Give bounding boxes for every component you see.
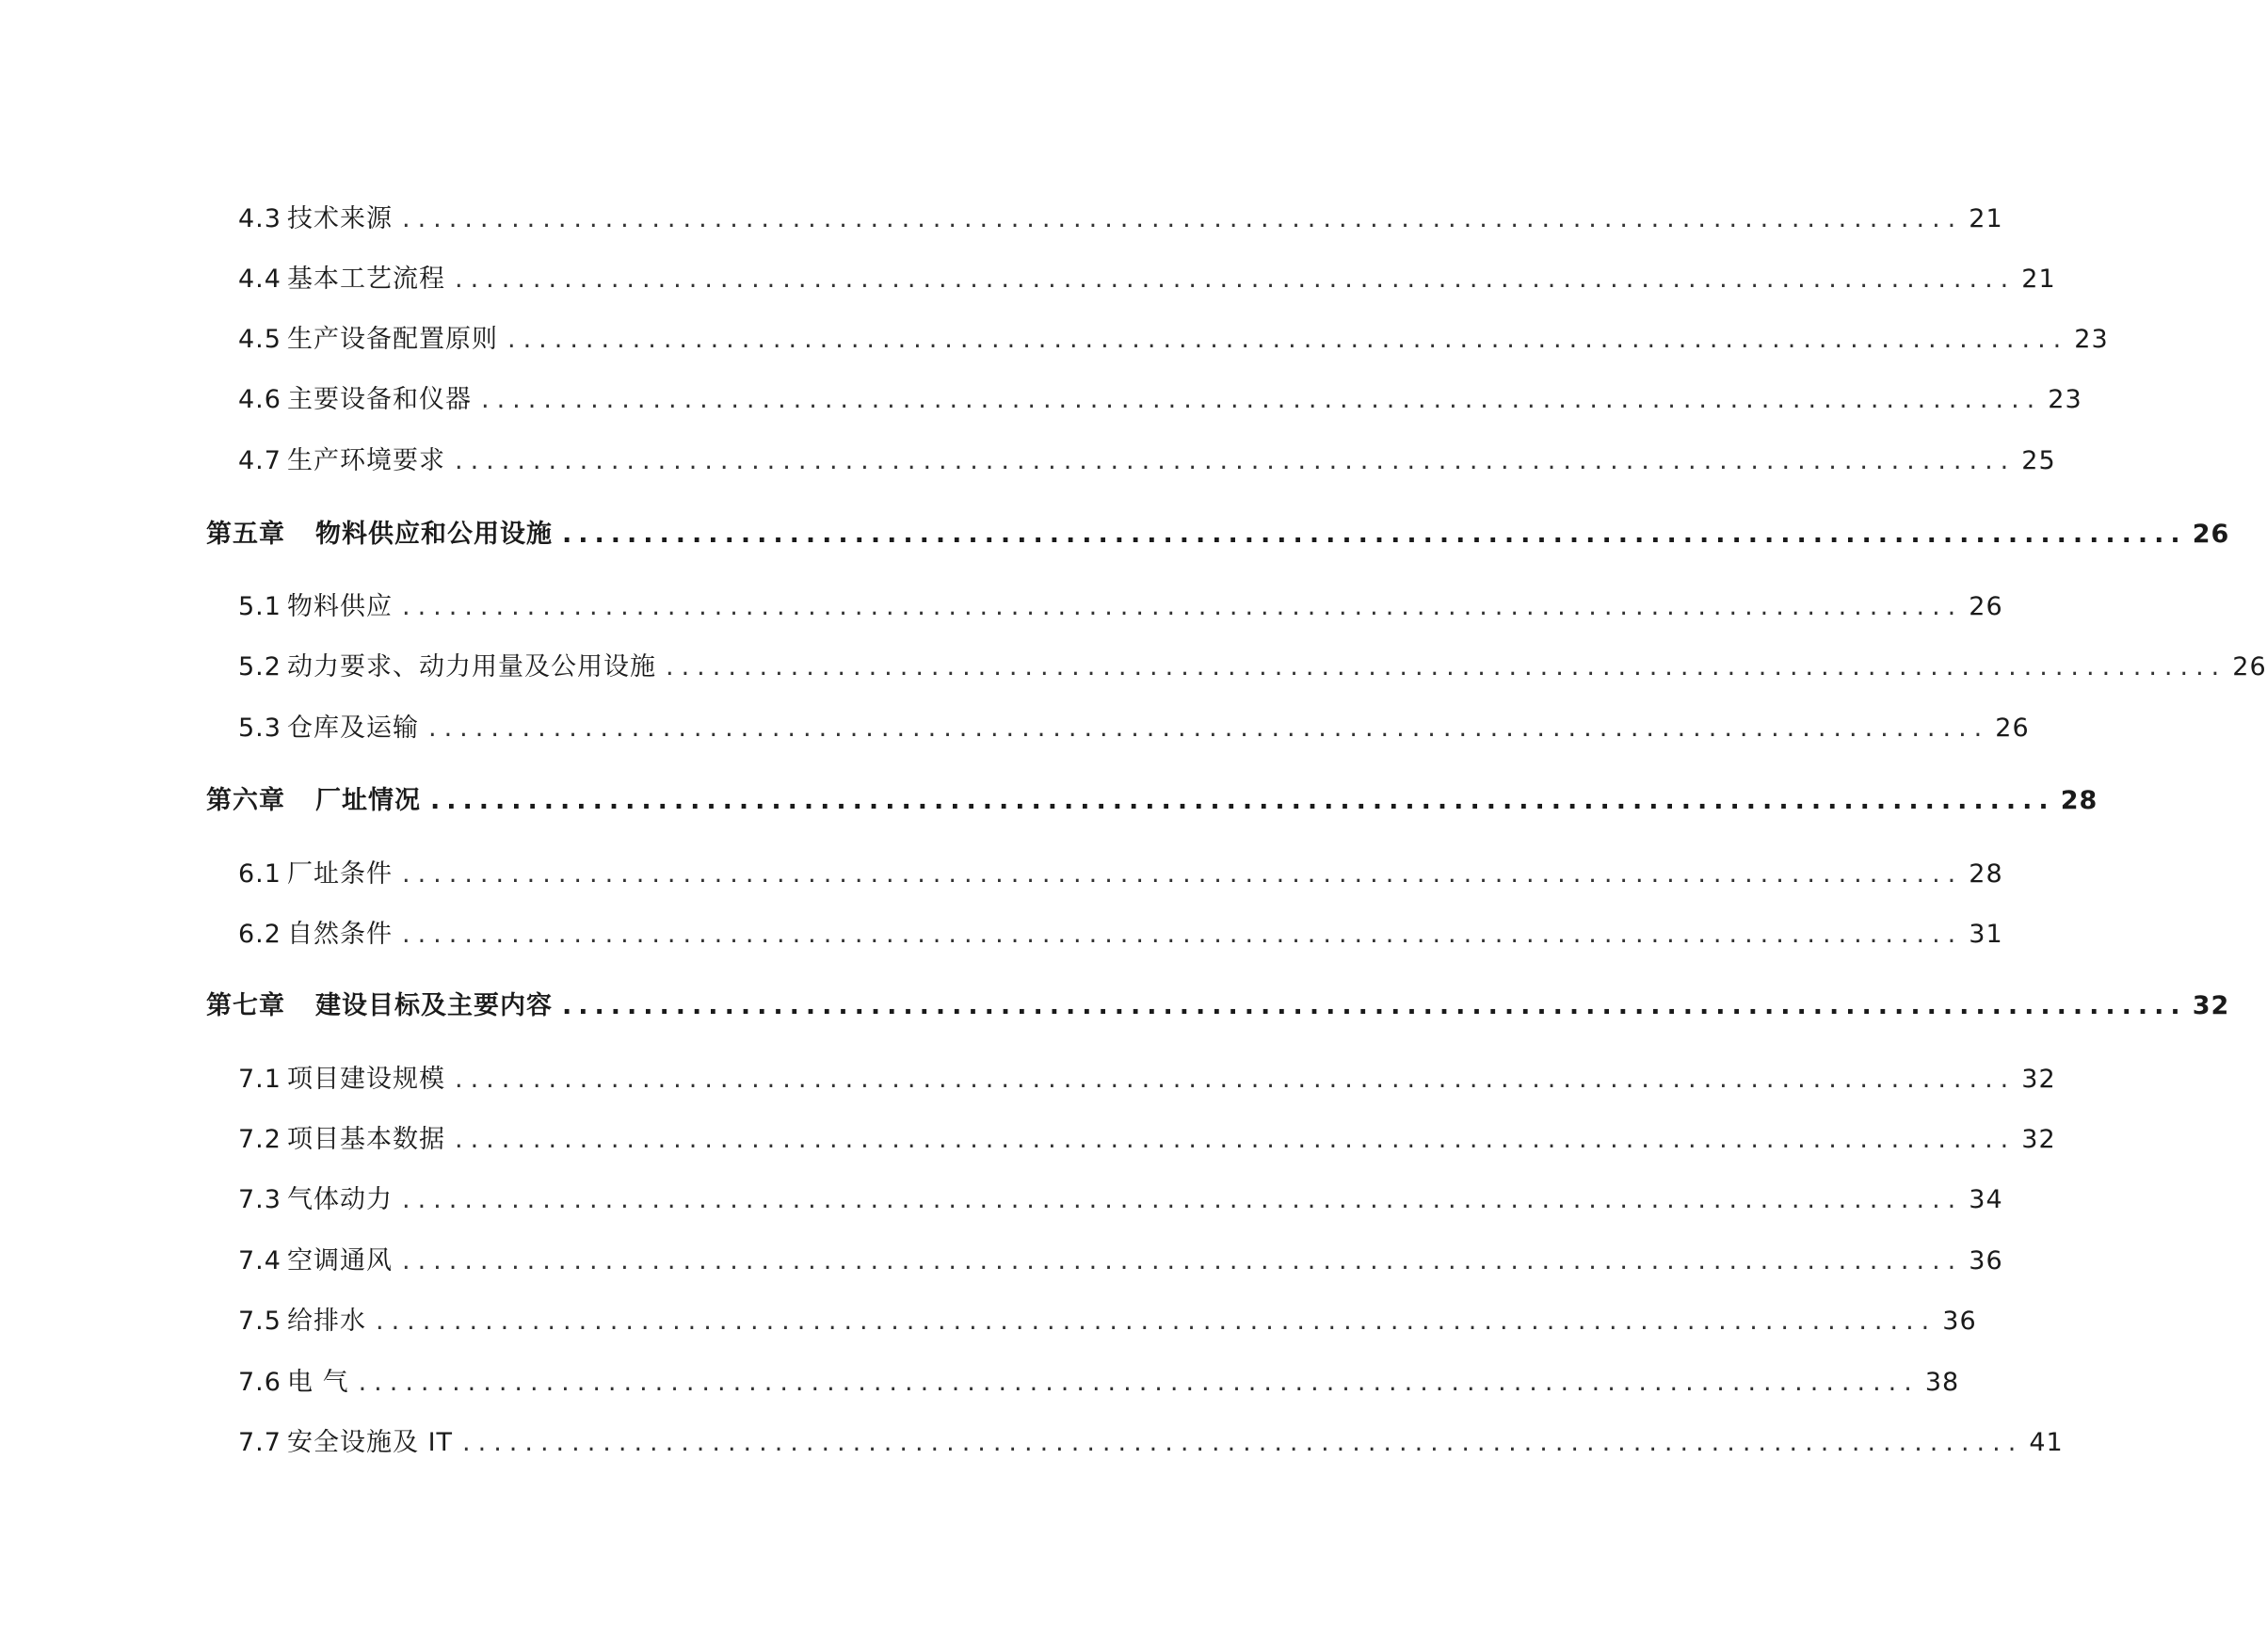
toc-entry-title: 基本工艺流程: [287, 265, 445, 294]
toc-entry-page: 28: [1969, 859, 2003, 889]
toc-entry-number: 5.3: [238, 714, 281, 743]
toc-entry-4-7[interactable]: [238, 440, 2056, 476]
toc-entry-number: 7.6: [238, 1368, 281, 1397]
toc-chapter-6[interactable]: [206, 779, 2098, 816]
dot-leader: ....................................................................................................: [402, 920, 1964, 949]
dot-leader: ....................................................................................................: [358, 1368, 1920, 1397]
toc-entry-page: 25: [2021, 446, 2056, 475]
dot-leader: ....................................................................................................: [462, 1428, 2024, 1457]
toc-entry-page: 26: [1969, 592, 2003, 621]
toc-entry-7-4[interactable]: [238, 1240, 2003, 1276]
toc-entry-number: 4.4: [238, 265, 281, 294]
toc-chapter-title: 建设目标及主要内容: [315, 991, 553, 1020]
dot-leader: ....................................................................................................: [376, 1307, 1937, 1336]
toc-chapter-number: 第七章: [206, 991, 285, 1020]
toc-entry-page: 31: [1969, 920, 2003, 949]
toc-entry-page: 26: [1995, 714, 2030, 743]
dot-leader: ....................................................................................................: [481, 385, 2043, 414]
toc-entry-7-7[interactable]: [238, 1421, 2064, 1458]
toc-entry-number: 7.3: [238, 1185, 281, 1214]
toc-entry-title: 生产环境要求: [287, 446, 445, 475]
toc-entry-page: 38: [1924, 1368, 1960, 1397]
toc-chapter-title: 厂址情况: [315, 786, 421, 815]
toc-entry-title: 主要设备和仪器: [287, 385, 472, 414]
toc-chapter-page: 26: [2192, 520, 2230, 549]
toc-entry-number: 4.5: [238, 325, 281, 354]
toc-entry-6-1[interactable]: [238, 853, 2003, 890]
toc-entry-page: 32: [2021, 1065, 2056, 1094]
toc-entry-page: 36: [1969, 1246, 2003, 1275]
toc-entry-4-3[interactable]: [238, 198, 2003, 234]
toc-entry-page: 32: [2021, 1125, 2056, 1154]
dot-leader: ....................................................................................................: [666, 652, 2227, 682]
toc-entry-number: 4.7: [238, 446, 281, 475]
toc-entry-title: 自然条件: [287, 920, 393, 949]
toc-entry-title: 给排水: [287, 1307, 366, 1336]
toc-entry-number: 7.7: [238, 1428, 281, 1457]
toc-entry-number: 7.4: [238, 1246, 281, 1275]
toc-entry-number: 5.2: [238, 652, 281, 682]
toc-entry-number: 4.6: [238, 385, 281, 414]
toc-entry-number: 7.2: [238, 1125, 281, 1154]
toc-entry-number: 6.1: [238, 859, 281, 889]
toc-entry-number: 4.3: [238, 204, 281, 233]
toc-entry-5-2[interactable]: [238, 646, 2267, 682]
toc-entry-title: 安全设施及 IT: [287, 1428, 454, 1457]
toc-entry-title: 项目建设规模: [287, 1065, 445, 1094]
toc-entry-5-3[interactable]: [238, 707, 2030, 744]
toc-entry-number: 7.1: [238, 1065, 281, 1094]
toc-entry-title: 气体动力: [287, 1185, 393, 1214]
toc-entry-title: 物料供应: [287, 592, 393, 621]
dot-leader: ....................................................................................................: [562, 520, 2187, 549]
toc-entry-number: 7.5: [238, 1307, 281, 1336]
dot-leader: ....................................................................................................: [402, 1246, 1964, 1275]
toc-chapter-page: 28: [2060, 786, 2098, 815]
toc-entry-4-4[interactable]: [238, 258, 2056, 295]
toc-entry-page: 21: [1969, 204, 2003, 233]
toc-entry-page: 36: [1942, 1307, 1977, 1336]
dot-leader: ....................................................................................................: [455, 446, 2017, 475]
dot-leader: ....................................................................................................: [402, 204, 1964, 233]
toc-chapter-7[interactable]: [206, 985, 2230, 1021]
toc-entry-title: 空调通风: [287, 1246, 393, 1275]
toc-chapter-number: 第五章: [206, 520, 285, 549]
toc-entry-number: 5.1: [238, 592, 281, 621]
toc-entry-7-5[interactable]: [238, 1300, 1977, 1337]
toc-chapter-page: 32: [2192, 991, 2230, 1020]
dot-leader: ....................................................................................................: [507, 325, 2069, 354]
toc-entry-4-6[interactable]: [238, 378, 2082, 415]
toc-entry-title: 电 气: [287, 1368, 349, 1397]
toc-entry-page: 23: [2048, 385, 2082, 414]
toc-entry-page: 21: [2021, 265, 2056, 294]
dot-leader: ....................................................................................................: [455, 1125, 2017, 1154]
toc-entry-7-6[interactable]: [238, 1361, 1960, 1398]
dot-leader: ....................................................................................................: [402, 859, 1964, 889]
toc-chapter-5[interactable]: [206, 513, 2230, 550]
toc-entry-title: 生产设备配置原则: [287, 325, 498, 354]
toc-entry-page: 41: [2029, 1428, 2064, 1457]
toc-chapter-number: 第六章: [206, 786, 285, 815]
toc-entry-6-2[interactable]: [238, 913, 2003, 950]
toc-entry-number: 6.2: [238, 920, 281, 949]
toc-entry-4-5[interactable]: [238, 318, 2109, 355]
toc-entry-5-1[interactable]: [238, 585, 2003, 622]
dot-leader: ....................................................................................................: [455, 1065, 2017, 1094]
dot-leader: ....................................................................................................: [430, 786, 2055, 815]
toc-chapter-title: 物料供应和公用设施: [315, 520, 553, 549]
toc-entry-title: 项目基本数据: [287, 1125, 445, 1154]
toc-entry-page: 23: [2074, 325, 2109, 354]
toc-entry-7-1[interactable]: [238, 1058, 2056, 1095]
toc-entry-page: 26: [2232, 652, 2267, 682]
toc-entry-title: 仓库及运输: [287, 714, 419, 743]
toc-entry-title: 技术来源: [287, 204, 393, 233]
toc-entry-title: 动力要求、动力用量及公用设施: [287, 652, 656, 682]
dot-leader: ....................................................................................................: [402, 1185, 1964, 1214]
dot-leader: ....................................................................................................: [402, 592, 1964, 621]
toc-entry-7-3[interactable]: [238, 1179, 2003, 1215]
toc-entry-title: 厂址条件: [287, 859, 393, 889]
dot-leader: ....................................................................................................: [455, 265, 2017, 294]
dot-leader: ....................................................................................................: [428, 714, 1990, 743]
dot-leader: ....................................................................................................: [562, 991, 2187, 1020]
toc-entry-7-2[interactable]: [238, 1118, 2056, 1155]
toc-entry-page: 34: [1969, 1185, 2003, 1214]
